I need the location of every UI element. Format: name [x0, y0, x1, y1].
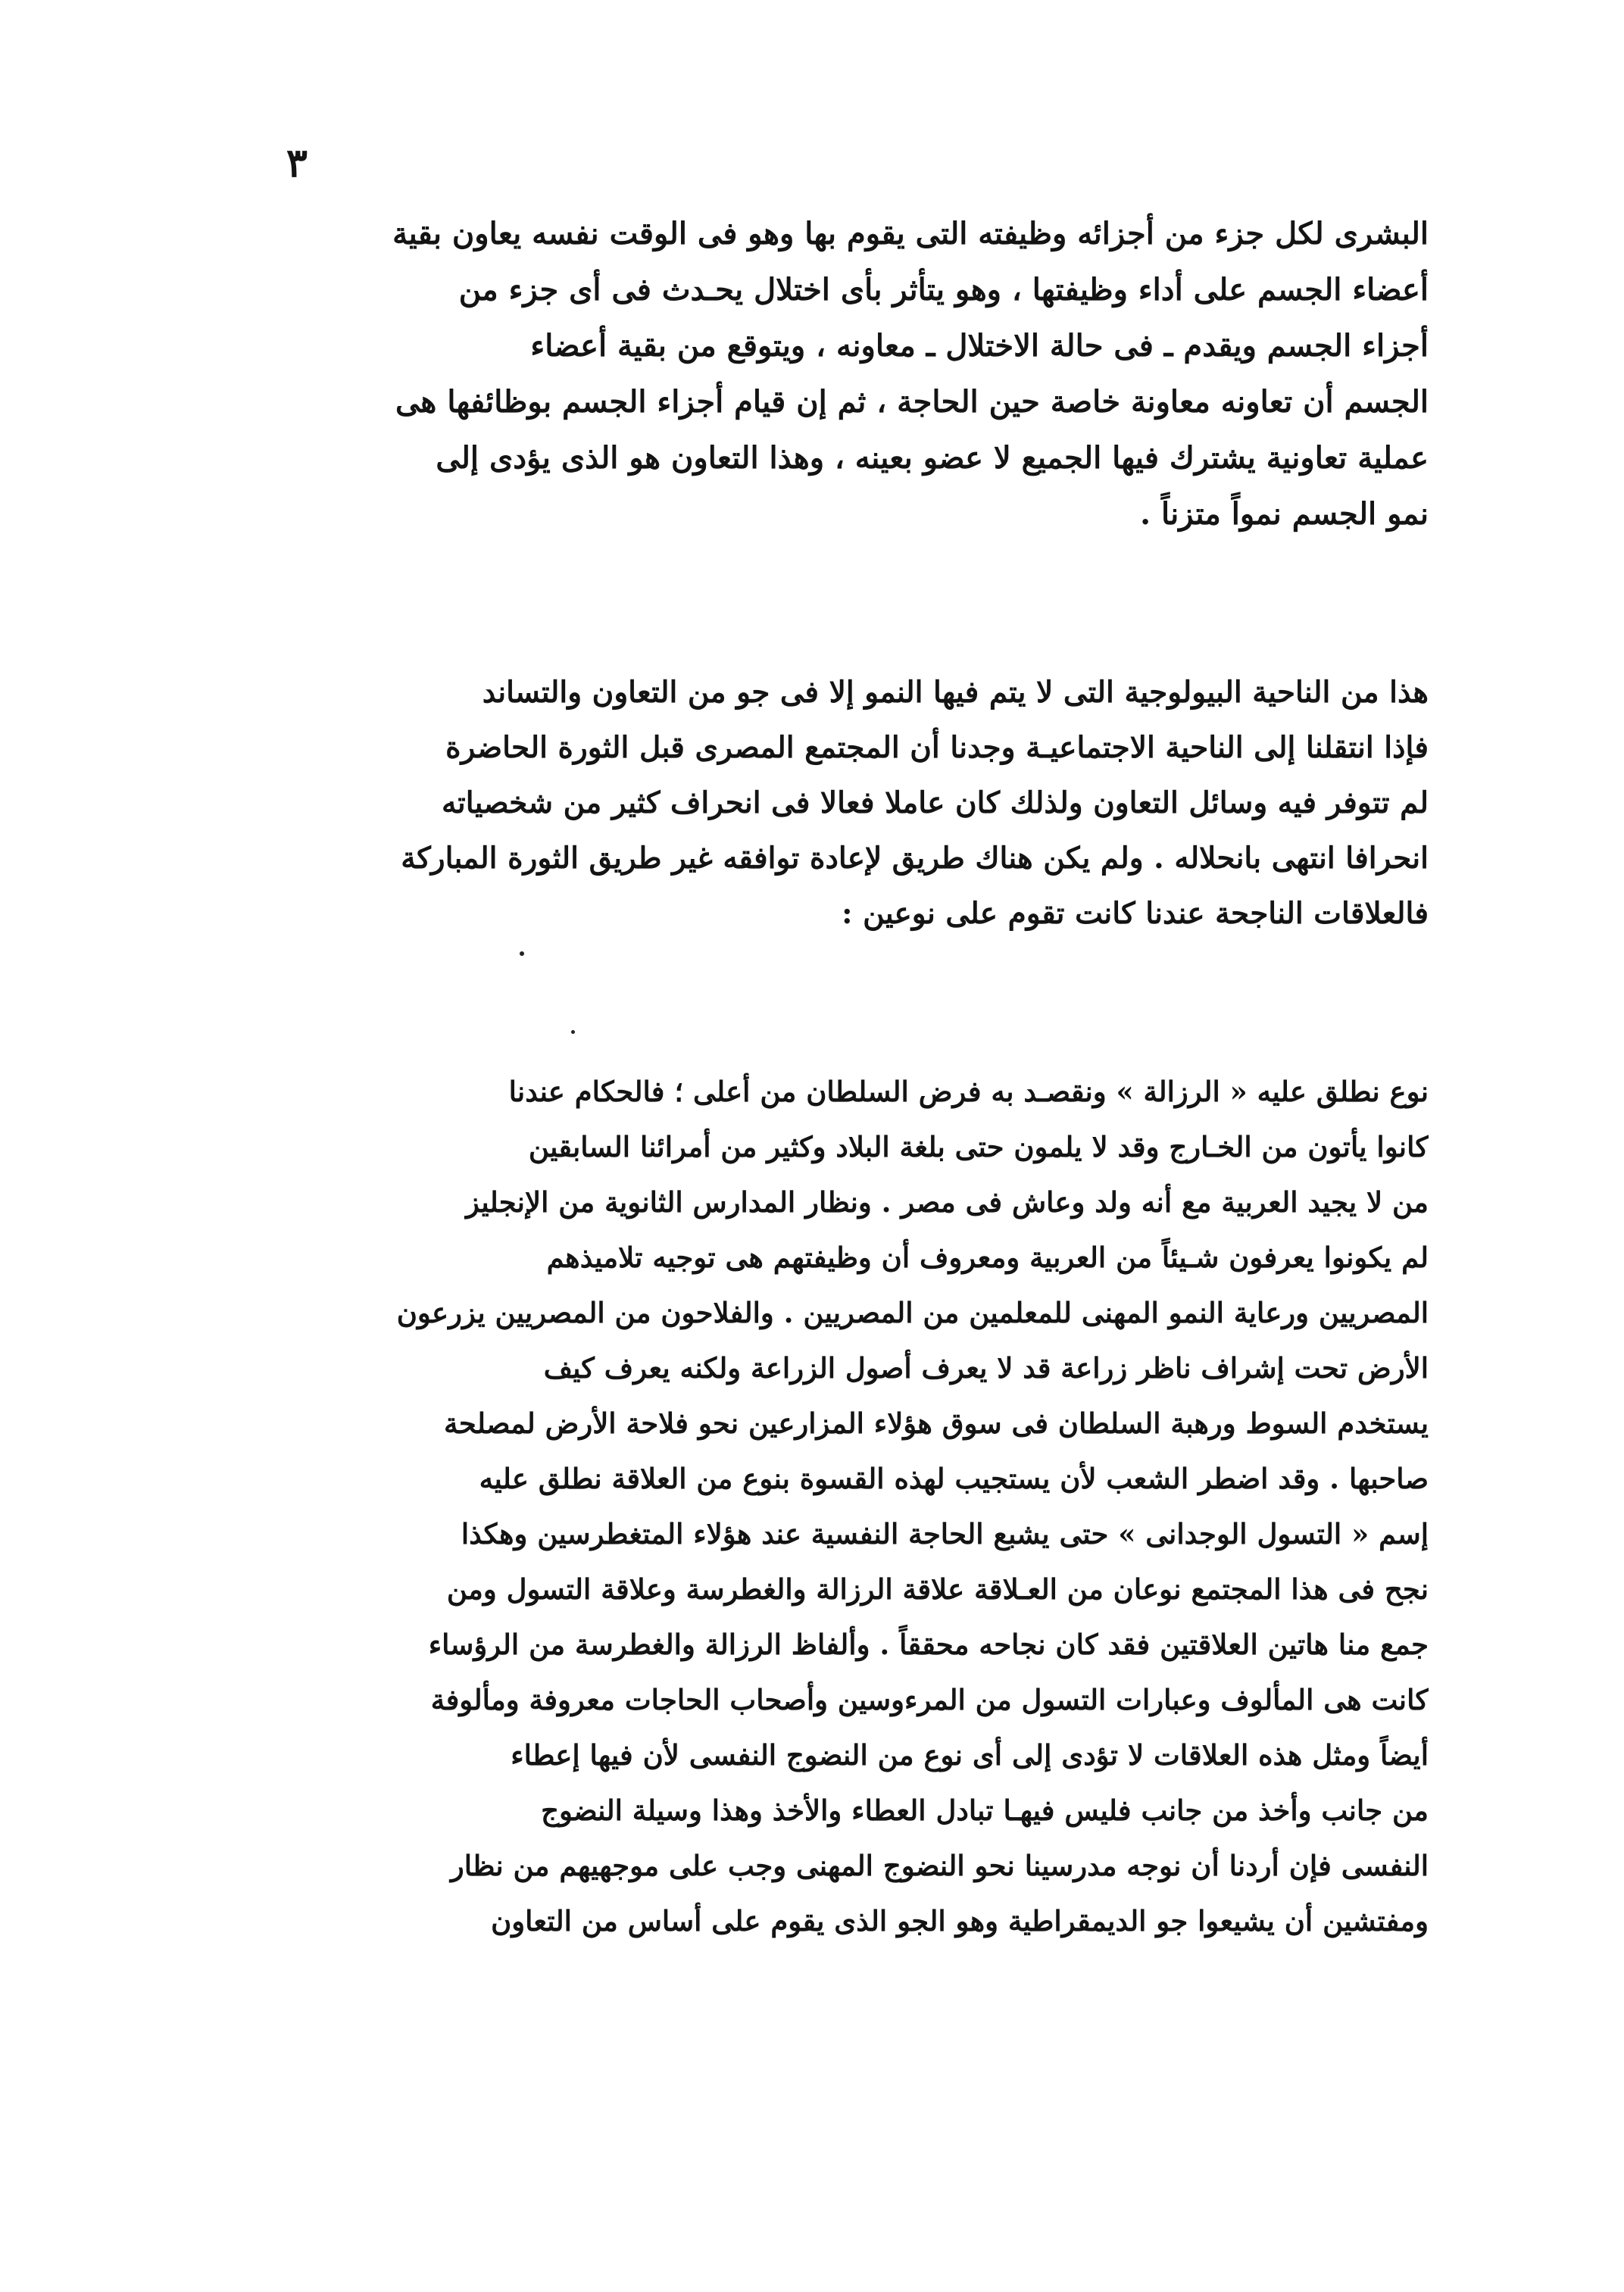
text-line: فإذا انتقلنا إلى الناحية الاجتماعيـة وجدنا أن المجتمع المصرى قبل الثورة الحاضرة: [445, 730, 1429, 765]
text-line: النفسى فإن أردنا أن نوجه مدرسينا نحو النضوج المهنى وجب على موجهيهم من نظار: [450, 1849, 1429, 1882]
paragraph-relationship-types: [221, 1064, 1429, 1949]
text-line: من لا يجيد العربية مع أنه ولد وعاش فى مصر . ونظار المدارس الثانوية من الإنجليز: [465, 1185, 1429, 1219]
text-line: أيضاً ومثل هذه العلاقات لا تؤدى إلى أى نوع من النضوج النفسى لأن فيها إعطاء: [511, 1738, 1429, 1772]
text-line: نوع نطلق عليه « الرزالة » ونقصـد به فرض السلطان من أعلى ؛ فالحكام عندنا: [508, 1075, 1429, 1108]
text-line: المصريين ورعاية النمو المهنى للمعلمين من المصريين . والفلاحون من المصريين يزرعون: [396, 1296, 1429, 1329]
paragraph-social-aspect: [221, 665, 1429, 941]
scan-speck: [571, 1030, 575, 1034]
text-line: جمع منا هاتين العلاقتين فقد كان نجاحه محققاً . وألفاظ الرزالة والغطرسة من الرؤساء: [428, 1628, 1429, 1661]
text-line: هذا من الناحية البيولوجية التى لا يتم فيها النمو إلا فى جو من التعاون والتساند: [482, 675, 1429, 710]
text-line: يستخدم السوط ورهبة السلطان فى سوق هؤلاء المزارعين نحو فلاحة الأرض لمصلحة: [444, 1407, 1429, 1440]
page-number: ٣: [286, 140, 308, 186]
text-line: نجح فى هذا المجتمع نوعان من العـلاقة علاقة الرزالة والغطرسة وعلاقة التسول ومن: [446, 1572, 1429, 1606]
text-line: لم يكونوا يعرفون شـيئاً من العربية ومعروف أن وظيفتهم هى توجيه تلاميذهم: [546, 1241, 1429, 1274]
text-line: انحرافا انتهى بانحلاله . ولم يكن هناك طريق لإعادة توافقه غير طريق الثورة المباركة: [401, 841, 1429, 876]
text-line: إسم « التسول الوجدانى » حتى يشبع الحاجة النفسية عند هؤلاء المتغطرسين وهكذا: [461, 1517, 1429, 1550]
text-line: أجزاء الجسم ويقدم ـ فى حالة الاختلال ـ معاونه ، ويتوقع من بقية أعضاء: [530, 328, 1429, 364]
text-line: ومفتشين أن يشيعوا جو الديمقراطية وهو الجو الذى يقوم على أساس من التعاون: [491, 1904, 1429, 1938]
text-line: صاحبها . وقد اضطر الشعب لأن يستجيب لهذه القسوة بنوع من العلاقة نطلق عليه: [479, 1462, 1429, 1495]
text-line: الأرض تحت إشراف ناظر زراعة قد لا يعرف أصول الزراعة ولكنه يعرف كيف: [543, 1351, 1429, 1385]
text-line: كانت هى المألوف وعبارات التسول من المرءوسين وأصحاب الحاجات معروفة ومألوفة: [430, 1683, 1429, 1716]
text-line: الجسم أن تعاونه معاونة خاصة حين الحاجة ، ثم إن قيام أجزاء الجسم بوظائفها هى: [395, 384, 1429, 420]
text-line: عملية تعاونية يشترك فيها الجميع لا عضو بعينه ، وهذا التعاون هو الذى يؤدى إلى: [436, 440, 1429, 476]
text-line: أعضاء الجسم على أداء وظيفتها ، وهو يتأثر بأى اختلال يحـدث فى أى جزء من: [458, 272, 1429, 308]
paragraph-body-biology: [221, 206, 1429, 542]
text-line: فالعلاقات الناجحة عندنا كانت تقوم على نوعين :: [842, 896, 1429, 931]
text-line: من جانب وأخذ من جانب فليس فيهـا تبادل العطاء والأخذ وهذا وسيلة النضوج: [541, 1794, 1429, 1827]
text-line: نمو الجسم نمواً متزناً .: [1140, 496, 1429, 532]
text-line: كانوا يأتون من الخـارج وقد لا يلمون حتى بلغة البلاد وكثير من أمرائنا السابقين: [528, 1130, 1429, 1163]
text-line: لم تتوفر فيه وسائل التعاون ولذلك كان عاملا فعالا فى انحراف كثير من شخصياته: [441, 785, 1429, 820]
text-line: البشرى لكل جزء من أجزائه وظيفته التى يقوم بها وهو فى الوقت نفسه يعاون بقية: [392, 216, 1429, 251]
scan-speck: [520, 951, 524, 956]
